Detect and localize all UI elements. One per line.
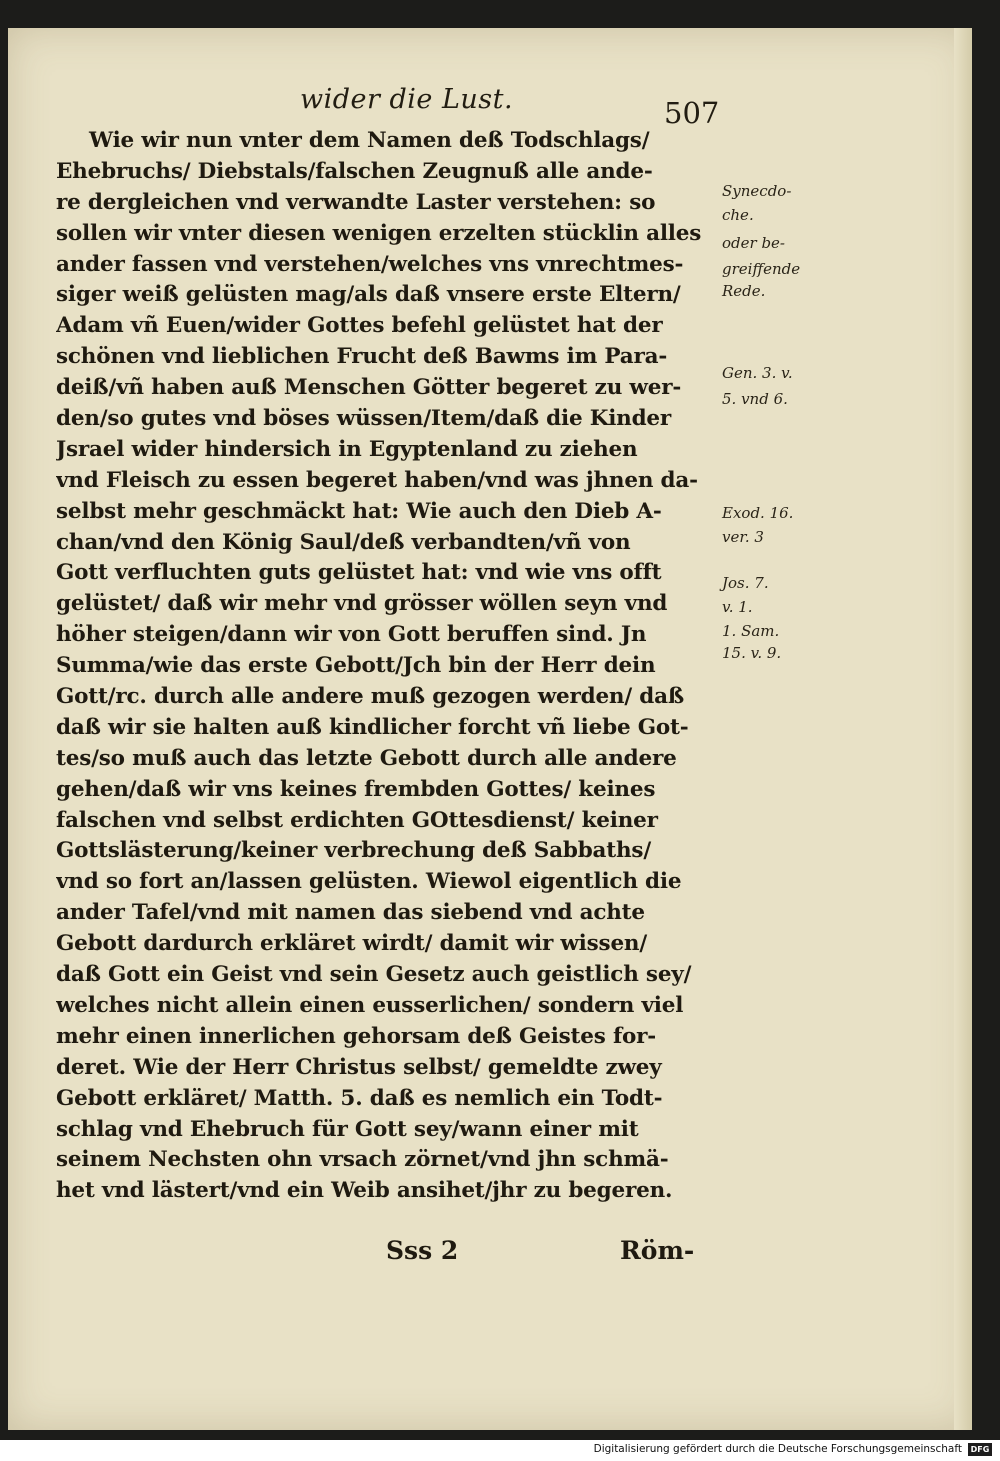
text-line: mehr einen innerlichen gehorsam deß Geistes for- (56, 1023, 657, 1049)
text-line: re dergleichen vnd verwandte Laster verstehen: so (56, 189, 656, 215)
text-line: ander fassen vnd verstehen/welches vns vnrechtmes- (56, 251, 684, 277)
text-line: gelüstet/ daß wir mehr vnd grösser wöllen seyn vnd (56, 591, 668, 617)
text-line: daß wir sie halten auß kindlicher forcht vñ liebe Got- (56, 714, 689, 740)
text-line: selbst mehr geschmäckt hat: Wie auch den Dieb A- (56, 498, 662, 524)
text-line: ander Tafel/vnd mit namen das siebend vnd achte (56, 900, 645, 926)
text-line: Gebott erkläret/ Matth. 5. daß es nemlich ein Todt- (56, 1085, 663, 1111)
text-line: Jsrael wider hindersich in Egyptenland zu ziehen (56, 436, 638, 462)
margin-note: che. (722, 206, 754, 224)
text-line: Wie wir nun vnter dem Namen deß Todschlags/ (89, 128, 650, 153)
signature-mark: Sss 2 (386, 1236, 459, 1265)
margin-note: 5. vnd 6. (722, 390, 788, 408)
text-line: Gebott dardurch erkläret wirdt/ damit wir wissen/ (56, 931, 648, 957)
text-line: Gott verfluchten guts gelüstet hat: vnd wie vns offt (56, 560, 662, 586)
text-line: Gottslästerung/keiner verbrechung deß Sabbaths/ (56, 838, 651, 864)
text-line: höher steigen/dann wir von Gott beruffen sind. Jn (56, 622, 647, 648)
margin-note: 1. Sam. (722, 622, 780, 640)
page-edge (954, 28, 972, 1430)
text-line: Summa/wie das erste Gebott/Jch bin der Herr dein (56, 653, 656, 679)
text-line: falschen vnd selbst erdichten GOttesdienst/ keiner (56, 807, 658, 833)
margin-note: Synecdo- (722, 182, 792, 200)
funding-notice: Digitalisierung gefördert durch die Deutsche Forschungsgemeinschaft (593, 1443, 962, 1455)
text-line: gehen/daß wir vns keines frembden Gottes/ keines (56, 776, 656, 802)
text-line: het vnd lästert/vnd ein Weib ansihet/jhr zu begeren. (56, 1178, 673, 1204)
text-line: Ehebruchs/ Diebstals/falschen Zeugnuß alle ande- (56, 158, 653, 184)
text-line: Adam vñ Euen/wider Gottes befehl gelüstet hat der (56, 313, 663, 339)
text-line: siger weiß gelüsten mag/als daß vnsere erste Eltern/ (56, 282, 681, 308)
text-line: chan/vnd den König Saul/deß verbandten/vñ von (56, 529, 631, 555)
text-line: Gott/rc. durch alle andere muß gezogen werden/ daß (56, 684, 684, 710)
text-line: schlag vnd Ehebruch für Gott sey/wann einer mit (56, 1116, 639, 1142)
text-line: seinem Nechsten ohn vrsach zörnet/vnd jhn schmä- (56, 1147, 669, 1173)
text-line: deret. Wie der Herr Christus selbst/ gemeldte zwey (56, 1054, 662, 1080)
text-line: tes/so muß auch das letzte Gebott durch alle andere (56, 745, 677, 771)
text-line: deiß/vñ haben auß Menschen Götter begeret zu wer- (56, 375, 682, 401)
text-line: den/so gutes vnd böses wüssen/Item/daß die Kinder (56, 406, 672, 432)
text-line: daß Gott ein Geist vnd sein Gesetz auch geistlich sey/ (56, 962, 692, 988)
margin-note: Jos. 7. (722, 574, 769, 592)
margin-note: greiffende (722, 260, 801, 278)
margin-note: Exod. 16. (722, 504, 794, 522)
text-line: schönen vnd lieblichen Frucht deß Bawms im Para- (56, 344, 668, 370)
margin-note: v. 1. (722, 598, 753, 616)
margin-note: Gen. 3. v. (722, 364, 793, 382)
text-line: vnd so fort an/lassen gelüsten. Wiewol eigentlich die (56, 869, 682, 895)
text-line: sollen wir vnter diesen wenigen erzelten stücklin alles (56, 220, 702, 246)
margin-note: 15. v. 9. (722, 644, 782, 662)
running-head: wider die Lust. (300, 84, 514, 115)
text-line: vnd Fleisch zu essen begeret haben/vnd was jhnen da- (56, 467, 698, 493)
margin-note: ver. 3 (722, 528, 764, 546)
catchword: Röm- (620, 1236, 695, 1265)
page-number: 507 (664, 96, 720, 130)
margin-note: Rede. (722, 282, 766, 300)
body-text (56, 126, 722, 1207)
text-line: welches nicht allein einen eusserlichen/ sondern viel (56, 992, 684, 1018)
margin-note: oder be- (722, 234, 785, 252)
dfg-logo: DFG (968, 1443, 992, 1456)
footer-bar (0, 1440, 1000, 1461)
